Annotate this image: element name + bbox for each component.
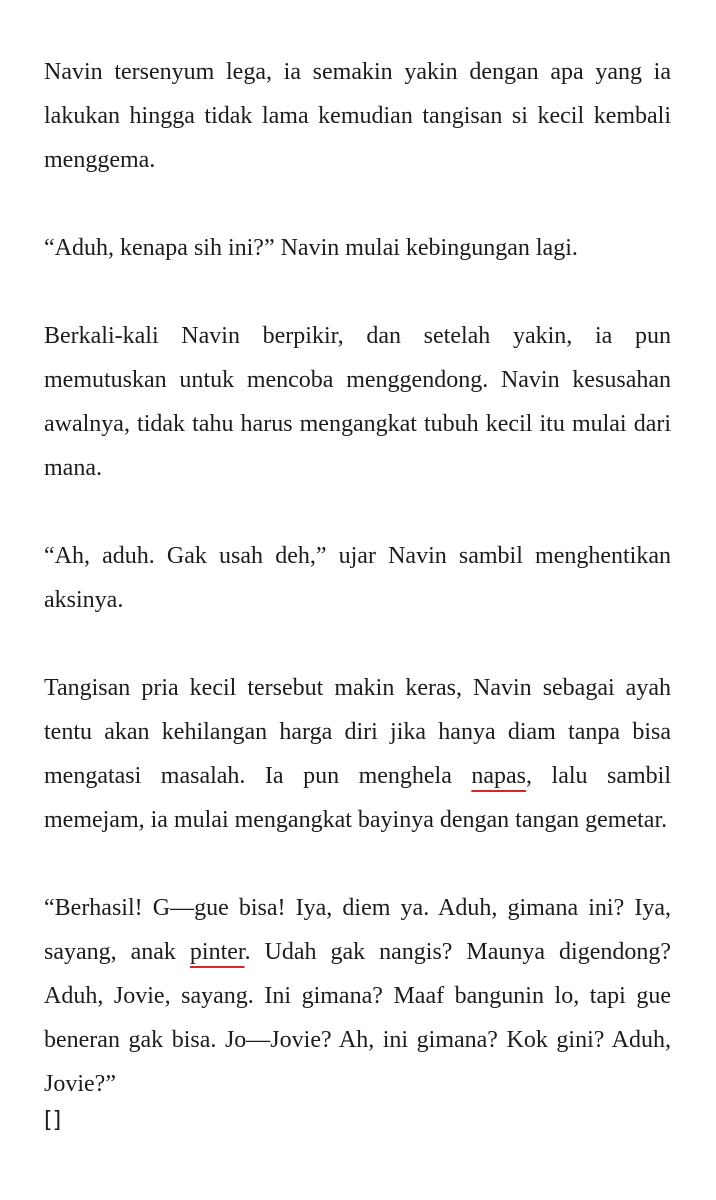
paragraph-5-text-a: Tangisan pria kecil tersebut makin keras, Navin sebagai ayah tentu akan kehilangan harga diri jika hanya diam tanpa bisa mengatasi masalah. Ia pun menghela [44,675,671,789]
paragraph-5[interactable] [44,666,671,842]
paragraph-1[interactable] [44,50,671,182]
spellcheck-flagged-word[interactable]: napas [471,763,527,789]
paragraph-1-text: Navin tersenyum lega, ia semakin yakin dengan apa yang ia lakukan hingga tidak lama kemudian tangisan si kecil kembali menggema. [44,59,671,173]
paragraph-2-text: “Aduh, kenapa sih ini?” Navin mulai kebingungan lagi. [44,235,578,261]
paragraph-4[interactable] [44,534,671,622]
paragraph-6-text-b: . Udah gak nangis? Maunya digendong? Aduh, Jovie, sayang. Ini gimana? Maaf bangunin lo, tapi gue beneran gak bisa. Jo—Jovie? Ah, ini gimana? Kok gini? Aduh, Jovie?” [44,939,671,1097]
document-body[interactable] [44,50,671,1136]
text-cursor-placeholder[interactable]: [] [44,1108,62,1133]
paragraph-2[interactable] [44,226,671,270]
paragraph-3-text: Berkali-kali Navin berpikir, dan setelah yakin, ia pun memutuskan untuk mencoba menggendong. Navin kesusahan awalnya, tidak tahu harus mengangkat tubuh kecil itu mulai dari mana. [44,323,671,481]
paragraph-3[interactable] [44,314,671,490]
paragraph-6-text-a: “Berhasil! G—gue bisa! Iya, diem ya. Aduh, gimana ini? Iya, sayang, anak [44,895,671,965]
paragraph-6[interactable] [44,886,671,1106]
spellcheck-flagged-word[interactable]: pinter [189,939,245,965]
paragraph-4-text: “Ah, aduh. Gak usah deh,” ujar Navin sambil menghentikan aksinya. [44,543,671,613]
paragraph-5-text-b: , lalu sambil memejam, ia mulai mengangkat bayinya dengan tangan gemetar. [44,763,672,833]
